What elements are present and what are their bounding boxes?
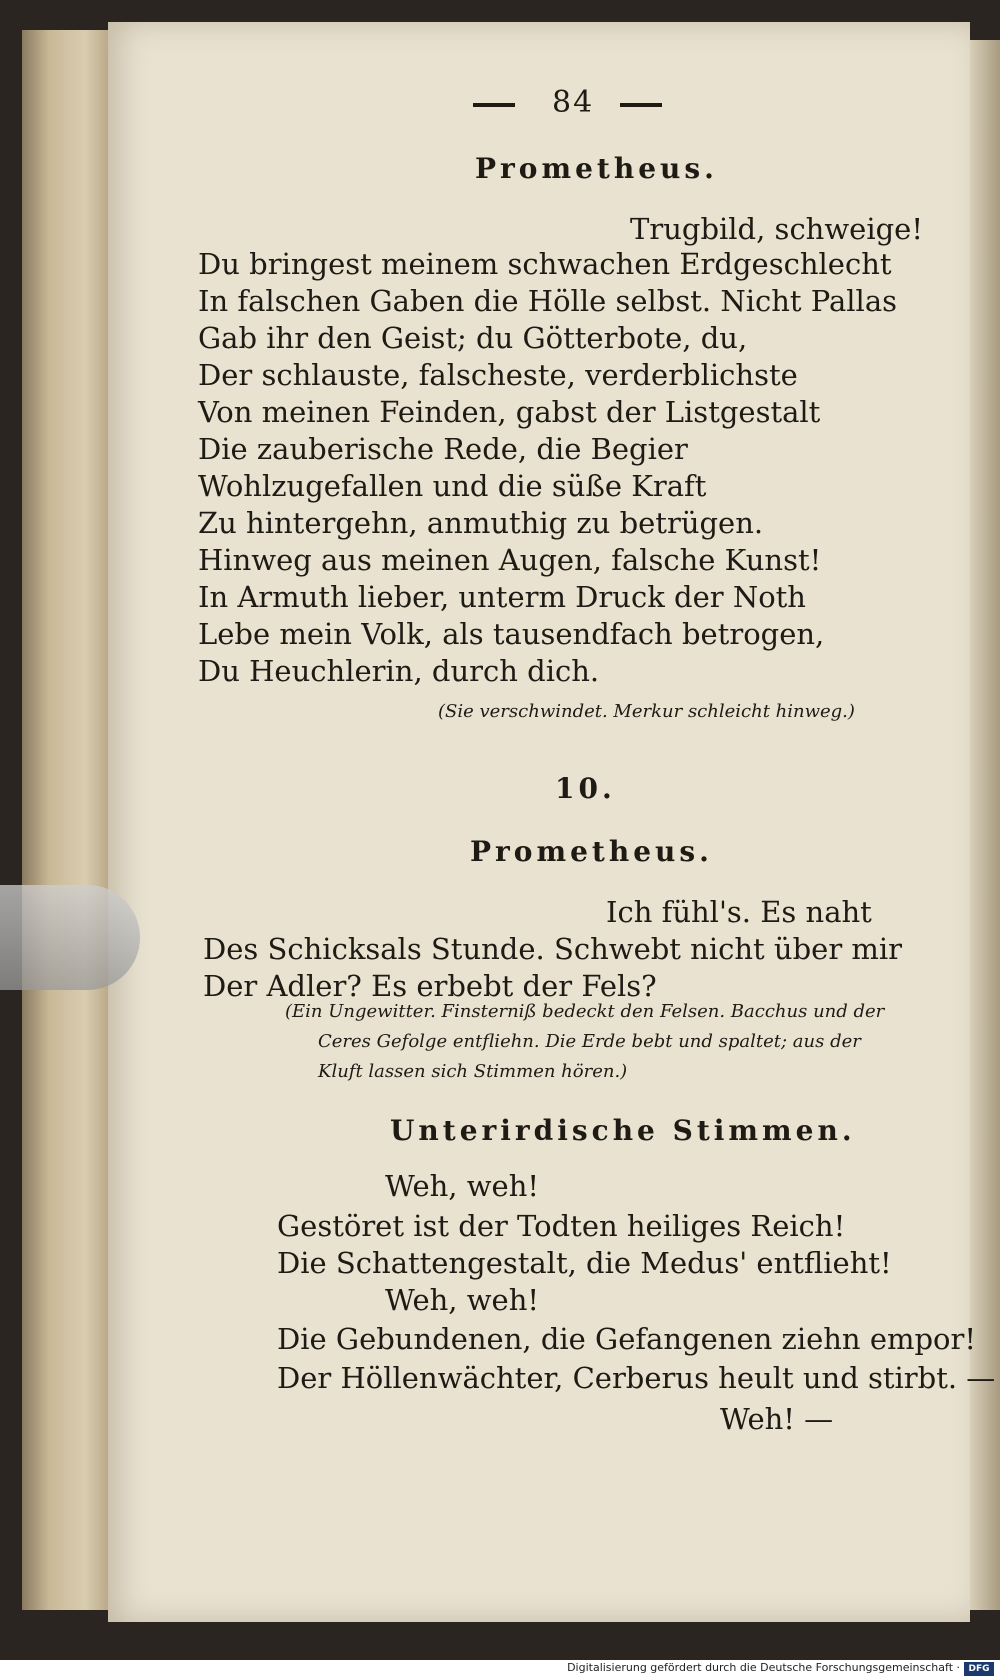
page-number-dash-right — [620, 103, 662, 107]
verse-line: Gestöret ist der Todten heiliges Reich! — [277, 1209, 846, 1243]
stage-direction: (Sie verschwindet. Merkur schleicht hinweg.) — [438, 701, 855, 722]
dfg-logo: DFG — [964, 1662, 994, 1676]
stage-direction: Ceres Gefolge entfliehn. Die Erde bebt und spaltet; aus der — [318, 1031, 861, 1052]
verse-line: Weh, weh! — [385, 1283, 540, 1317]
footer-credit: Digitalisierung gefördert durch die Deutsche Forschungsgemeinschaft · — [567, 1661, 960, 1674]
stage-direction: (Ein Ungewitter. Finsterniß bedeckt den Felsen. Bacchus und der — [285, 1001, 885, 1022]
speaker-heading: Prometheus. — [470, 835, 713, 868]
section-number: 10. — [555, 772, 616, 805]
page-number: 84 — [552, 85, 595, 120]
verse-line: Die Schattengestalt, die Medus' entflieht! — [277, 1246, 892, 1280]
verse-line: Der Adler? Es erbebt der Fels? — [203, 969, 657, 1003]
verse-line: In Armuth lieber, unterm Druck der Noth — [198, 580, 806, 614]
verse-line: Ich fühl's. Es naht — [606, 895, 872, 929]
verse-line: Die Gebundenen, die Gefangenen ziehn empor! — [277, 1322, 977, 1356]
stage-direction: Kluft lassen sich Stimmen hören.) — [318, 1061, 628, 1082]
verse-line: Weh, weh! — [385, 1169, 540, 1203]
verse-line: Trugbild, schweige! — [630, 212, 924, 246]
page-clip — [0, 885, 140, 990]
speaker-heading: Unterirdische Stimmen. — [390, 1114, 856, 1147]
verse-line: Du bringest meinem schwachen Erdgeschlecht — [198, 247, 892, 281]
verse-line: Zu hintergehn, anmuthig zu betrügen. — [198, 506, 764, 540]
speaker-heading: Prometheus. — [475, 152, 718, 185]
verse-line: Der Höllenwächter, Cerberus heult und stirbt. — — [277, 1361, 996, 1395]
page-edge-left — [22, 30, 112, 1610]
verse-line: Du Heuchlerin, durch dich. — [198, 654, 600, 688]
verse-line: Des Schicksals Stunde. Schwebt nicht über mir — [203, 932, 903, 966]
verse-line: Die zauberische Rede, die Begier — [198, 432, 688, 466]
verse-line: Der schlauste, falscheste, verderblichste — [198, 358, 798, 392]
verse-line: Lebe mein Volk, als tausendfach betrogen, — [198, 617, 825, 651]
verse-line: Hinweg aus meinen Augen, falsche Kunst! — [198, 543, 822, 577]
verse-line: Gab ihr den Geist; du Götterbote, du, — [198, 321, 748, 355]
verse-line: In falschen Gaben die Hölle selbst. Nicht Pallas — [198, 284, 898, 318]
page-number-dash-left — [473, 103, 515, 107]
verse-line: Von meinen Feinden, gabst der Listgestalt — [198, 395, 821, 429]
verse-line: Weh! — — [720, 1402, 834, 1436]
verse-line: Wohlzugefallen und die süße Kraft — [198, 469, 707, 503]
